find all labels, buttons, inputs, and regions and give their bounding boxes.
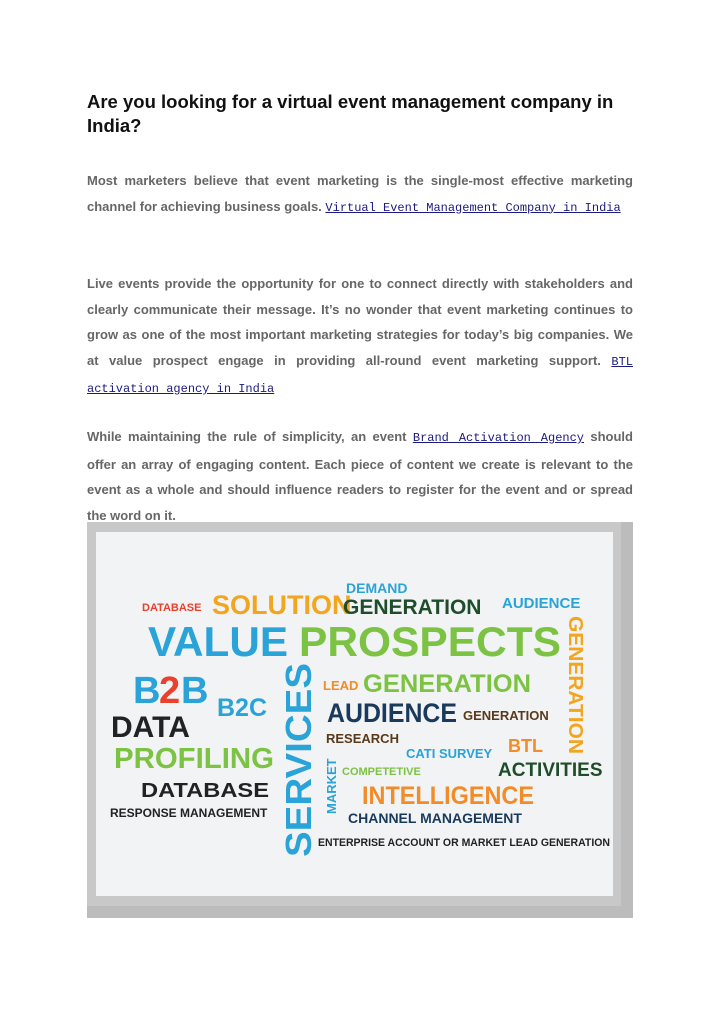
paragraph-2	[87, 271, 633, 403]
wc-competetive: COMPETETIVE	[342, 766, 421, 778]
wc-value: VALUE	[148, 618, 288, 665]
wc-b2b-2: 2	[159, 670, 181, 712]
paragraph-1	[87, 168, 633, 221]
wc-b2c: B2C	[217, 694, 268, 722]
paragraph-3-text-before: While maintaining the rule of simplicity, an event	[87, 429, 407, 444]
wc-database-top: DATABASE	[142, 602, 202, 614]
wc-generation-top: GENERATION	[343, 596, 482, 619]
wc-b2b-b1: B	[133, 670, 161, 712]
wc-activities: ACTIVITIES	[498, 760, 603, 781]
paragraph-2-text: Live events provide the opportunity for one to connect directly with stakeholders and clearly communicate their message. It’s no wonder that event marketing continues to grow as one of the most important marketing strategies for today’s big companies. We at value prospect engage in providing all-round event marketing support.	[87, 276, 633, 368]
wc-channel-management: CHANNEL MANAGEMENT	[348, 810, 522, 826]
paragraph-3-text-after: should offer an array of engaging content. Each piece of content we create is relevant to the event as a whole and should influence readers to register for the event and or spread the word on it.	[87, 429, 633, 523]
wc-enterprise: ENTERPRISE ACCOUNT OR MARKET LEAD GENERATION	[318, 837, 611, 849]
word-cloud-image	[96, 532, 613, 896]
wc-prospects: PROSPECTS	[299, 618, 561, 665]
btl-agency-link[interactable]: BTL activation agency in India	[87, 354, 633, 396]
wc-profiling: PROFILING	[114, 743, 274, 775]
wc-market: MARKET	[324, 758, 339, 814]
wc-data: DATA	[111, 711, 190, 744]
wc-demand: DEMAND	[346, 580, 408, 596]
wc-research: RESEARCH	[326, 731, 399, 746]
wc-response-management: RESPONSE MANAGEMENT	[110, 806, 268, 820]
word-cloud-svg	[96, 532, 613, 896]
wc-generation-mid: GENERATION	[363, 670, 531, 698]
brand-activation-link[interactable]: Brand Activation Agency	[412, 431, 584, 445]
wc-generation-vertical: GENERATION	[564, 616, 586, 748]
wc-lead: LEAD	[323, 678, 359, 693]
figure-shadow-right	[621, 522, 633, 918]
wc-intelligence: INTELLIGENCE	[362, 782, 534, 810]
wc-b2b-b2: B	[181, 670, 209, 712]
wc-btl: BTL	[508, 736, 543, 756]
paragraph-1-text: Most marketers believe that event marketing is the single-most effective marketing channel for achieving business goals.	[87, 173, 633, 214]
wc-solution: SOLUTION	[212, 590, 352, 620]
wc-audience-mid: AUDIENCE	[327, 698, 457, 728]
wc-audience-top: AUDIENCE	[502, 595, 581, 612]
wc-services: SERVICES	[278, 675, 319, 857]
wc-cati-survey: CATI SURVEY	[406, 746, 493, 761]
paragraph-3	[87, 424, 633, 528]
virtual-event-link[interactable]: Virtual Event Management Company in India	[325, 200, 621, 215]
wc-database-bottom: DATABASE	[141, 780, 269, 802]
page-title: Are you looking for a virtual event management company in India?	[87, 91, 614, 136]
wc-generation-small: GENERATION	[463, 708, 549, 723]
figure-shadow-bottom	[87, 906, 633, 918]
